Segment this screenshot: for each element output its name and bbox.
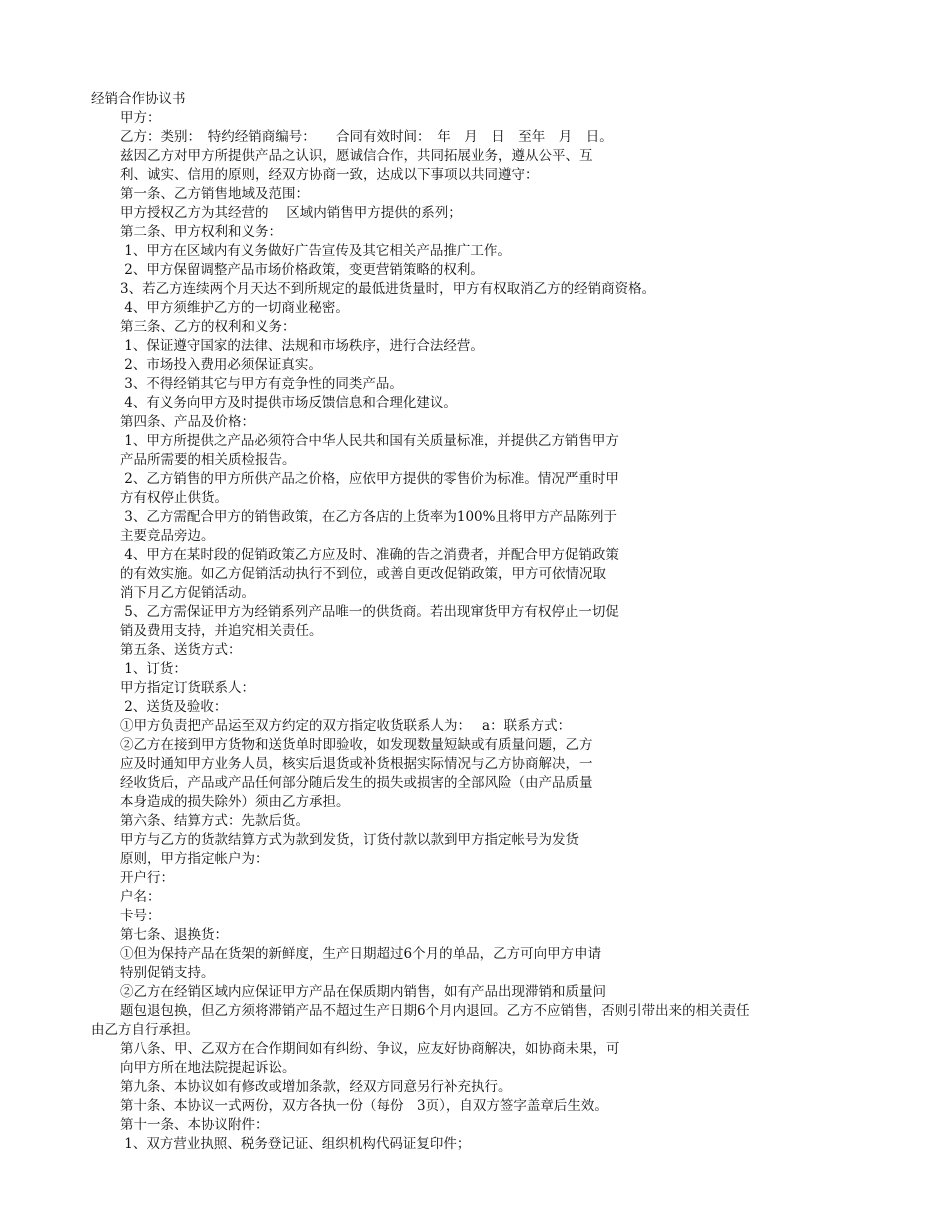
article-heading: 第十一条、本协议附件： (120, 1117, 269, 1133)
clause-line: ①甲方负责把产品运至双方约定的双方指定收货联系人为： a：联系方式： (120, 718, 572, 734)
clause-line: 3、若乙方连续两个月天达不到所规定的最低进货量时，甲方有权取消乙方的经销商资格。 (120, 281, 656, 297)
party-a-line: 甲方： (120, 110, 161, 126)
clause-line: 甲方指定订货联系人： (120, 680, 255, 696)
clause-line: 产品所需要的相关质检报告。 (120, 452, 296, 468)
clause-line: 1、双方营业执照、税务登记证、组织机构代码证复印件； (120, 1136, 471, 1152)
clause-line: 的有效实施。如乙方促销活动执行不到位，或善自更改促销政策，甲方可依情况取 (120, 566, 606, 582)
clause-line: 由乙方自行承担。 (91, 1022, 199, 1038)
clause-line: 4、甲方在某时段的促销政策乙方应及时、准确的告之消费者，并配合甲方促销政策 (120, 547, 619, 563)
account-name-label: 户名： (120, 889, 161, 905)
clause-line: 甲方与乙方的货款结算方式为款到发货，订货付款以款到甲方指定帐号为发货 (120, 832, 579, 848)
preamble-line: 利、诚实、信用的原则，经双方协商一致，达成以下事项以共同遵守： (120, 167, 539, 183)
document-title: 经销合作协议书 (91, 91, 186, 107)
article-heading: 第五条、送货方式： (120, 642, 242, 658)
article-heading: 第一条、乙方销售地域及范围： (120, 186, 309, 202)
clause-line: 方有权停止供货。 (120, 490, 228, 506)
article-heading: 第十条、本协议一式两份，双方各执一份（每份 3页），自双方签字盖章后生效。 (120, 1098, 608, 1114)
clause-line: 原则，甲方指定帐户为： (120, 851, 269, 867)
party-b-line: 乙方：类别： 特约经销商编号： 合同有效时间： 年 月 日 至年 月 日。 (120, 129, 613, 145)
article-heading: 第三条、乙方的权利和义务： (120, 319, 296, 335)
clause-line: ①但为保持产品在货架的新鲜度，生产日期超过6个月的单品，乙方可向甲方申请 (120, 946, 602, 962)
article-heading: 第八条、甲、乙双方在合作期间如有纠纷、争议，应友好协商解决，如协商未果，可 (120, 1041, 620, 1057)
bank-field-label: 开户行： (120, 870, 174, 886)
clause-line: 应及时通知甲方业务人员，核实后退货或补货根据实际情况与乙方协商解决，一 (120, 756, 593, 772)
clause-line: 3、不得经销其它与甲方有竞争性的同类产品。 (120, 376, 403, 392)
clause-line: 消下月乙方促销活动。 (120, 585, 255, 601)
clause-line: 2、送货及验收： (120, 699, 228, 715)
article-heading: 第六条、结算方式：先款后货。 (120, 813, 309, 829)
clause-line: 经收货后，产品或产品任何部分随后发生的损失或损害的全部风险（由产品质量 (120, 775, 593, 791)
clause-line: 2、甲方保留调整产品市场价格政策，变更营销策略的权利。 (120, 262, 484, 278)
clause-line: 题包退包换，但乙方须将滞销产品不超过生产日期6个月内退回。乙方不应销售，否则引带出来的相关责任 (120, 1003, 750, 1019)
preamble-line: 兹因乙方对甲方所提供产品之认识，愿诚信合作，共同拓展业务，遵从公平、互 (120, 148, 593, 164)
document-body (0, 90, 950, 1154)
clause-line: 5、乙方需保证甲方为经销系列产品唯一的供货商。若出现窜货甲方有权停止一切促 (120, 604, 619, 620)
article-heading: 第四条、产品及价格： (120, 414, 255, 430)
clause-line: ②乙方在接到甲方货物和送货单时即验收，如发现数量短缺或有质量问题，乙方 (120, 737, 593, 753)
clause-line: 3、乙方需配合甲方的销售政策，在乙方各店的上货率为100%且将甲方产品陈列于 (120, 509, 617, 525)
clause-line: 主要竞品旁边。 (120, 528, 215, 544)
clause-line: 2、乙方销售的甲方所供产品之价格，应依甲方提供的零售价为标准。情况严重时甲 (120, 471, 619, 487)
article-heading: 第七条、退换货： (120, 927, 228, 943)
clause-line: 特别促销支持。 (120, 965, 215, 981)
card-number-label: 卡号： (120, 908, 161, 924)
clause-line: 4、甲方须维护乙方的一切商业秘密。 (120, 300, 349, 316)
clause-line: 1、订货： (120, 661, 187, 677)
article-heading: 第九条、本协议如有修改或增加条款，经双方同意另行补充执行。 (120, 1079, 512, 1095)
clause-line: 销及费用支持，并追究相关责任。 (120, 623, 323, 639)
clause-line: 4、有义务向甲方及时提供市场反馈信息和合理化建议。 (120, 395, 457, 411)
clause-line: 1、甲方在区域内有义务做好广告宣传及其它相关产品推广工作。 (120, 243, 511, 259)
clause-line: 本身造成的损失除外）须由乙方承担。 (120, 794, 350, 810)
clause-line: 1、甲方所提供之产品必须符合中华人民共和国有关质量标准，并提供乙方销售甲方 (120, 433, 619, 449)
clause-line: 甲方授权乙方为其经营的 区域内销售甲方提供的系列； (120, 205, 462, 221)
clause-line: 1、保证遵守国家的法律、法规和市场秩序，进行合法经营。 (120, 338, 484, 354)
article-heading: 第二条、甲方权利和义务： (120, 224, 282, 240)
clause-line: 2、市场投入费用必须保证真实。 (120, 357, 322, 373)
clause-line: ②乙方在经销区域内应保证甲方产品在保质期内销售，如有产品出现滞销和质量问 (120, 984, 606, 1000)
clause-line: 向甲方所在地法院提起诉讼。 (120, 1060, 296, 1076)
